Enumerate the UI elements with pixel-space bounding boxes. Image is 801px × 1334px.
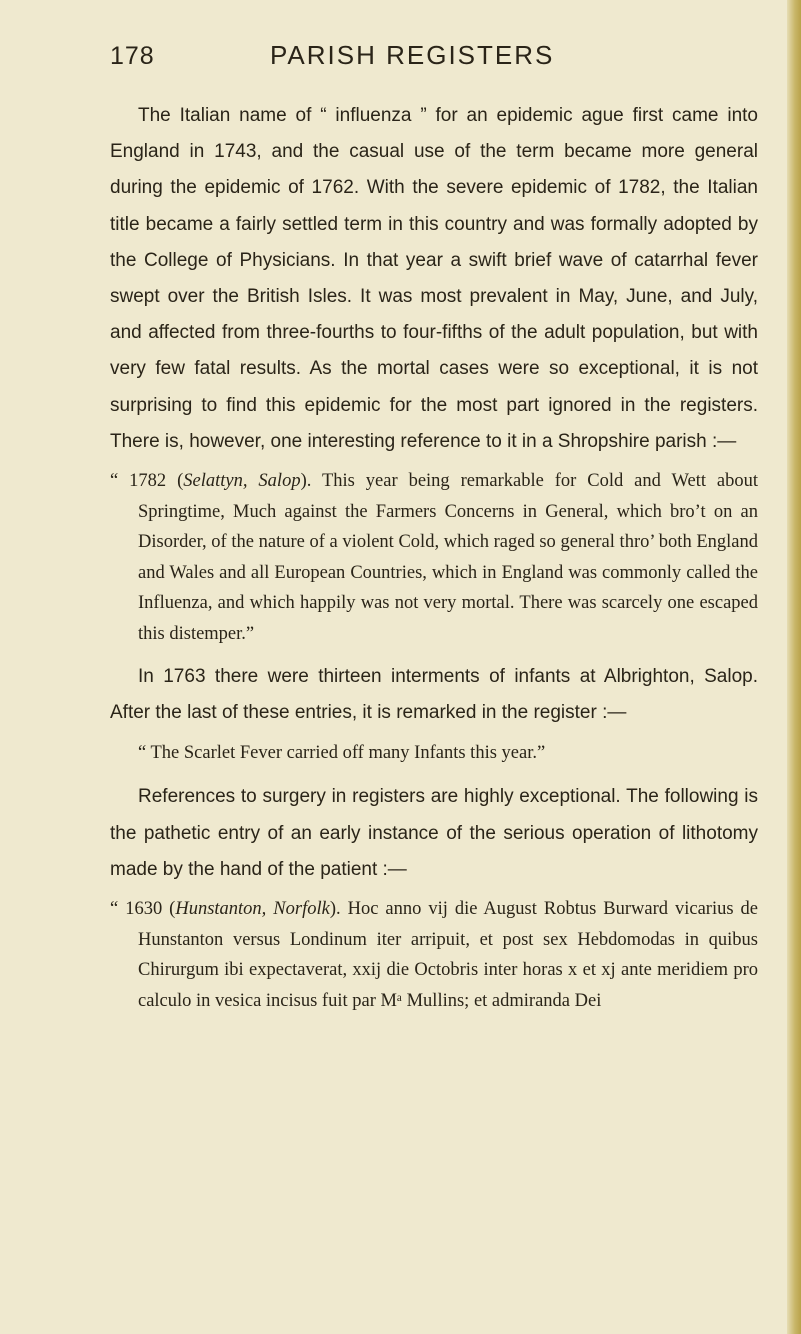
quote-hunstanton [110, 894, 758, 1016]
paragraph-surgery: References to surgery in registers are highly exceptional. The following is the pathetic entry of an early instance of the serious operation of lithotomy made by the hand of the patient :— [110, 786, 758, 880]
page-number: 178 [110, 42, 155, 70]
quote-selattyn [110, 466, 758, 649]
quote-text: ). Hoc anno vij die August Robtus Burward vicarius de Hunstanton versus Londinum iter arripuit, et post sex Hebdomodas in quibus Chirurgum ibi expectaverat, xxij die Octobris inter horas x et xj ante meridiem pro calculo in vesica incisus fuit par Mᵃ Mullins; et admiranda Dei [138, 899, 758, 1011]
paragraph-albrighton: In 1763 there were thirteen interments of infants at Albrighton, Salop. After the last of these entries, it is remarked in the register :— [110, 666, 758, 724]
quote-open: “ 1630 ( [110, 899, 176, 920]
quote-place: Selattyn, Salop [183, 471, 301, 492]
paragraph-influenza: The Italian name of “ influenza ” for an epidemic ague first came into England in 1743, and the casual use of the term became more general during the epidemic of 1762. With the severe epidemic of 1782, the Italian title became a fairly settled term in this country and was formally adopted by the College of Physicians. In that year a swift brief wave of catarrhal fever swept over the British Isles. It was most prevalent in May, June, and July, and affected from three-fourths to four-fifths of the adult population, but with very few fatal results. As the mortal cases were so exceptional, it is not surprising to find this epidemic for the most part ignored in the registers. There is, however, one interesting reference to it in a Shropshire parish :— [110, 105, 758, 452]
quote-scarlet-fever: “ The Scarlet Fever carried off many Infants this year.” [138, 743, 546, 764]
page-edge [787, 0, 801, 1334]
quote-text: ). This year being remarkable for Cold and Wett about Springtime, Much against the Farmers Concerns in General, which bro’t on an Disorder, of the nature of a violent Cold, which raged so general thro’ both England and Wales and all European Countries, which in England was commonly called the Influenza, and which happily was not very mortal. There was scarcely one escaped this distemper.” [138, 471, 759, 644]
running-title: PARISH REGISTERS [270, 40, 555, 70]
page-header [110, 40, 758, 86]
quote-open: “ 1782 ( [110, 471, 184, 492]
book-page [110, 40, 758, 1016]
quote-place: Hunstanton, Norfolk [175, 899, 330, 920]
